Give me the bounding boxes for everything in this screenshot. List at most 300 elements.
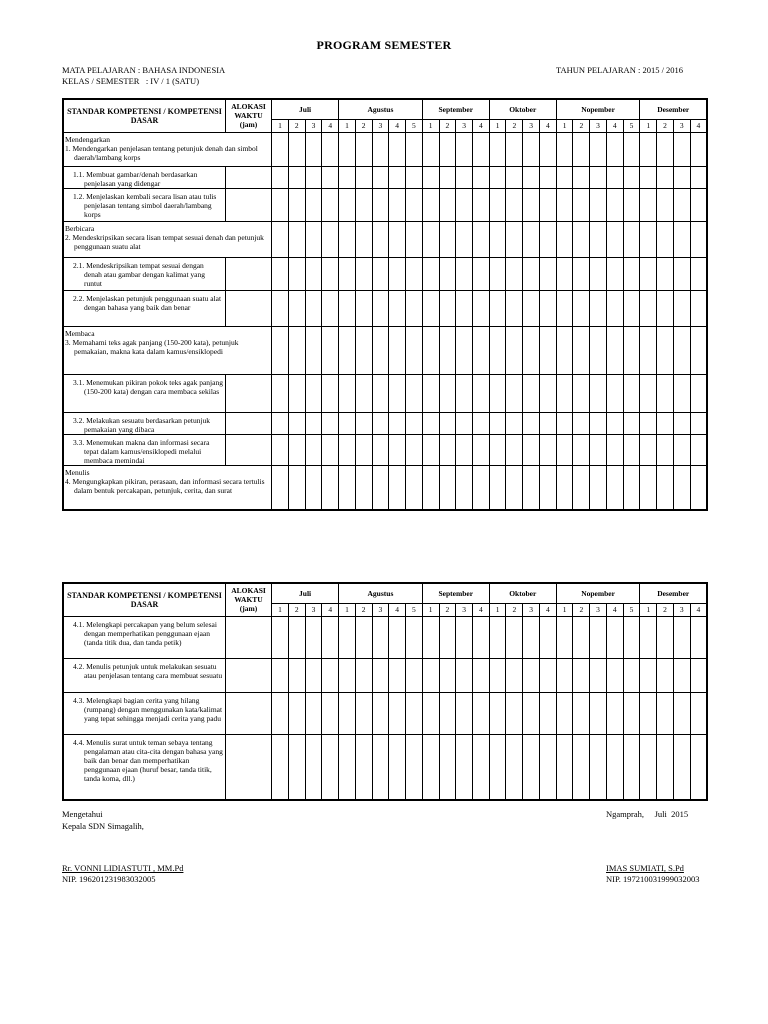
week-cell [355, 734, 372, 800]
week-cell [473, 465, 490, 510]
header-week: 5 [623, 603, 640, 616]
week-cell [305, 692, 322, 734]
table-row [63, 188, 707, 221]
week-cell [422, 166, 439, 188]
week-cell [673, 692, 690, 734]
week-cell [539, 465, 556, 510]
header-week: 4 [322, 603, 339, 616]
week-cell [473, 290, 490, 326]
week-cell [690, 290, 707, 326]
week-cell [640, 465, 657, 510]
program-semester-table-2 [62, 582, 708, 801]
header-week: 4 [389, 603, 406, 616]
week-cell [355, 221, 372, 257]
table-row [63, 692, 707, 734]
kompetensi-dasar-text: 3.2. Melakukan sesuatu berdasarkan petunjuk pemakaian yang dibaca [73, 415, 211, 434]
week-cell [623, 132, 640, 166]
week-cell [272, 132, 289, 166]
week-cell [623, 658, 640, 692]
alokasi-waktu-cell [225, 188, 271, 221]
week-cell [473, 132, 490, 166]
table-row [63, 374, 707, 412]
week-cell [389, 616, 406, 658]
week-cell [288, 374, 305, 412]
week-cell [556, 257, 573, 290]
week-cell [339, 616, 356, 658]
week-cell [606, 188, 623, 221]
week-cell [523, 290, 540, 326]
week-cell [673, 734, 690, 800]
week-cell [305, 166, 322, 188]
week-cell [690, 658, 707, 692]
week-cell [322, 616, 339, 658]
week-cell [439, 326, 456, 374]
table-row [63, 658, 707, 692]
kompetensi-dasar-cell [63, 374, 225, 412]
week-cell [673, 132, 690, 166]
week-cell [606, 374, 623, 412]
week-cell [590, 290, 607, 326]
week-cell [288, 290, 305, 326]
kepala-sekolah-name: Rr. VONNI LIDIASTUTI , MM.Pd [62, 863, 184, 873]
week-cell [288, 166, 305, 188]
alokasi-waktu-cell [225, 412, 271, 434]
week-cell [272, 412, 289, 434]
week-cell [523, 692, 540, 734]
week-cell [439, 132, 456, 166]
week-cell [640, 692, 657, 734]
week-cell [372, 221, 389, 257]
week-cell [573, 616, 590, 658]
week-cell [288, 412, 305, 434]
week-cell [539, 412, 556, 434]
week-cell [506, 326, 523, 374]
week-cell [456, 290, 473, 326]
week-cell [590, 374, 607, 412]
week-cell [489, 616, 506, 658]
week-cell [556, 326, 573, 374]
week-cell [657, 326, 674, 374]
week-cell [456, 616, 473, 658]
week-cell [406, 616, 423, 658]
week-cell [406, 221, 423, 257]
header-month: Desember [640, 583, 707, 603]
week-cell [640, 434, 657, 465]
alokasi-waktu-cell [225, 166, 271, 188]
week-cell [439, 166, 456, 188]
week-cell [439, 412, 456, 434]
week-cell [422, 221, 439, 257]
week-cell [606, 692, 623, 734]
week-cell [523, 257, 540, 290]
week-cell [657, 221, 674, 257]
week-cell [657, 616, 674, 658]
week-cell [305, 132, 322, 166]
week-cell [640, 734, 657, 800]
week-cell [288, 188, 305, 221]
week-cell [690, 132, 707, 166]
table-row [63, 290, 707, 326]
week-cell [422, 658, 439, 692]
week-cell [523, 658, 540, 692]
alokasi-waktu-cell [225, 434, 271, 465]
week-cell [690, 434, 707, 465]
header-week: 1 [556, 119, 573, 132]
week-cell [406, 412, 423, 434]
week-cell [590, 734, 607, 800]
header-week: 5 [406, 603, 423, 616]
header-week: 4 [606, 119, 623, 132]
alokasi-waktu-cell [225, 734, 271, 800]
week-cell [322, 326, 339, 374]
header-month: Nopember [556, 99, 640, 119]
week-cell [339, 734, 356, 800]
week-cell [539, 166, 556, 188]
week-cell [489, 132, 506, 166]
standar-kompetensi-cell [63, 221, 272, 257]
week-cell [422, 257, 439, 290]
week-cell [657, 734, 674, 800]
week-cell [506, 692, 523, 734]
week-cell [556, 166, 573, 188]
header-week: 1 [640, 603, 657, 616]
week-cell [439, 188, 456, 221]
week-cell [288, 658, 305, 692]
table-row [63, 257, 707, 290]
week-cell [456, 465, 473, 510]
week-cell [623, 374, 640, 412]
week-cell [690, 257, 707, 290]
week-cell [272, 465, 289, 510]
week-cell [456, 734, 473, 800]
guru-name: IMAS SUMIATI, S.Pd [606, 863, 684, 873]
week-cell [439, 465, 456, 510]
week-cell [506, 166, 523, 188]
kepala-sekolah-nip: NIP. 196201231983032005 [62, 874, 156, 884]
week-cell [422, 326, 439, 374]
week-cell [456, 188, 473, 221]
week-cell [657, 132, 674, 166]
week-cell [573, 692, 590, 734]
kompetensi-dasar-cell [63, 616, 225, 658]
week-cell [640, 166, 657, 188]
week-cell [673, 326, 690, 374]
header-week: 1 [422, 603, 439, 616]
week-cell [322, 434, 339, 465]
header-month: Agustus [339, 99, 423, 119]
standar-kompetensi-cell [63, 465, 272, 510]
week-cell [673, 434, 690, 465]
week-cell [288, 132, 305, 166]
week-cell [573, 166, 590, 188]
week-cell [456, 166, 473, 188]
week-cell [372, 132, 389, 166]
kompetensi-dasar-text: 2.2. Menjelaskan petunjuk penggunaan suatu alat dengan bahasa yang baik dan benar [73, 293, 222, 312]
week-cell [406, 692, 423, 734]
week-cell [288, 616, 305, 658]
week-cell [556, 434, 573, 465]
week-cell [272, 188, 289, 221]
header-month: Agustus [339, 583, 423, 603]
week-cell [556, 658, 573, 692]
header-week: 2 [439, 603, 456, 616]
week-cell [305, 374, 322, 412]
week-cell [690, 465, 707, 510]
kompetensi-dasar-cell [63, 188, 225, 221]
header-month: September [422, 99, 489, 119]
week-cell [322, 692, 339, 734]
week-cell [556, 692, 573, 734]
header-week: 2 [355, 603, 372, 616]
week-cell [539, 132, 556, 166]
header-week: 4 [389, 119, 406, 132]
header-week: 3 [523, 603, 540, 616]
week-cell [489, 434, 506, 465]
header-week: 2 [439, 119, 456, 132]
header-week: 1 [556, 603, 573, 616]
week-cell [372, 734, 389, 800]
week-cell [439, 692, 456, 734]
week-cell [372, 412, 389, 434]
week-cell [690, 412, 707, 434]
table-row [63, 616, 707, 658]
week-cell [372, 290, 389, 326]
week-cell [590, 465, 607, 510]
week-cell [539, 658, 556, 692]
page-title: PROGRAM SEMESTER [316, 38, 452, 52]
kompetensi-dasar-text: 1.2. Menjelaskan kembali secara lisan atau tulis penjelasan tentang simbol daerah/lambang korps [73, 191, 217, 219]
week-cell [439, 221, 456, 257]
kompetensi-dasar-cell [63, 734, 225, 800]
week-cell [439, 734, 456, 800]
week-cell [389, 374, 406, 412]
header-week: 2 [288, 119, 305, 132]
header-week: 3 [372, 603, 389, 616]
week-cell [506, 616, 523, 658]
aspect-name: Mendengarkan [65, 134, 110, 144]
week-cell [355, 412, 372, 434]
week-cell [322, 221, 339, 257]
week-cell [690, 734, 707, 800]
week-cell [606, 257, 623, 290]
week-cell [422, 616, 439, 658]
week-cell [640, 290, 657, 326]
week-cell [489, 326, 506, 374]
header-month: Juli [272, 99, 339, 119]
week-cell [506, 658, 523, 692]
week-cell [355, 326, 372, 374]
header-standar-kompetensi: STANDAR KOMPETENSI / KOMPETENSI DASAR [63, 583, 225, 616]
standar-kompetensi-text: 4. Mengungkapkan pikiran, perasaan, dan informasi secara tertulis dalam bentuk percakapan, petunjuk, cerita, dan surat [65, 476, 265, 495]
week-cell [439, 658, 456, 692]
header-week: 1 [272, 603, 289, 616]
week-cell [305, 188, 322, 221]
week-cell [339, 326, 356, 374]
week-cell [422, 290, 439, 326]
week-cell [556, 616, 573, 658]
header-alokasi-waktu: ALOKASI WAKTU (jam) [225, 99, 271, 132]
week-cell [523, 374, 540, 412]
week-cell [623, 290, 640, 326]
header-week: 1 [489, 119, 506, 132]
week-cell [657, 465, 674, 510]
week-cell [539, 616, 556, 658]
week-cell [673, 290, 690, 326]
header-week: 4 [322, 119, 339, 132]
week-cell [473, 658, 490, 692]
kompetensi-dasar-cell [63, 166, 225, 188]
header-month: Juli [272, 583, 339, 603]
week-cell [473, 188, 490, 221]
week-cell [556, 290, 573, 326]
week-cell [473, 166, 490, 188]
header-week: 3 [305, 603, 322, 616]
week-cell [439, 374, 456, 412]
week-cell [573, 374, 590, 412]
header-week: 4 [606, 603, 623, 616]
week-cell [389, 692, 406, 734]
week-cell [389, 257, 406, 290]
week-cell [590, 257, 607, 290]
week-cell [556, 734, 573, 800]
week-cell [673, 221, 690, 257]
week-cell [506, 434, 523, 465]
week-cell [539, 692, 556, 734]
week-cell [406, 290, 423, 326]
week-cell [339, 132, 356, 166]
week-cell [355, 257, 372, 290]
week-cell [539, 374, 556, 412]
week-cell [288, 692, 305, 734]
week-cell [606, 616, 623, 658]
week-cell [473, 692, 490, 734]
week-cell [372, 326, 389, 374]
week-cell [539, 434, 556, 465]
header-alokasi-waktu: ALOKASI WAKTU (jam) [225, 583, 271, 616]
week-cell [439, 616, 456, 658]
week-cell [640, 132, 657, 166]
week-cell [473, 221, 490, 257]
week-cell [523, 465, 540, 510]
header-week: 2 [506, 603, 523, 616]
kompetensi-dasar-cell [63, 290, 225, 326]
week-cell [305, 616, 322, 658]
kepala-sekolah-label: Kepala SDN Simagalih, [62, 821, 144, 831]
header-week: 1 [640, 119, 657, 132]
week-cell [355, 374, 372, 412]
week-cell [573, 188, 590, 221]
week-cell [657, 658, 674, 692]
week-cell [673, 374, 690, 412]
week-cell [489, 692, 506, 734]
header-week: 3 [590, 603, 607, 616]
week-cell [606, 221, 623, 257]
week-cell [406, 132, 423, 166]
week-cell [657, 412, 674, 434]
week-cell [690, 616, 707, 658]
week-cell [272, 434, 289, 465]
week-cell [339, 412, 356, 434]
week-cell [657, 166, 674, 188]
week-cell [422, 434, 439, 465]
week-cell [272, 374, 289, 412]
week-cell [288, 257, 305, 290]
week-cell [556, 132, 573, 166]
week-cell [673, 166, 690, 188]
table-row [63, 221, 707, 257]
week-cell [590, 132, 607, 166]
mata-pelajaran: MATA PELAJARAN : BAHASA INDONESIA [62, 65, 226, 75]
week-cell [389, 465, 406, 510]
week-cell [489, 465, 506, 510]
week-cell [272, 221, 289, 257]
table-row [63, 412, 707, 434]
week-cell [690, 221, 707, 257]
header-week: 3 [590, 119, 607, 132]
week-cell [657, 257, 674, 290]
alokasi-waktu-cell [225, 257, 271, 290]
week-cell [690, 166, 707, 188]
week-cell [305, 412, 322, 434]
week-cell [506, 221, 523, 257]
week-cell [523, 221, 540, 257]
week-cell [355, 290, 372, 326]
week-cell [606, 166, 623, 188]
week-cell [389, 132, 406, 166]
week-cell [422, 412, 439, 434]
week-cell [590, 434, 607, 465]
week-cell [372, 166, 389, 188]
week-cell [556, 188, 573, 221]
week-cell [657, 290, 674, 326]
header-week: 5 [406, 119, 423, 132]
week-cell [623, 257, 640, 290]
week-cell [406, 374, 423, 412]
kompetensi-dasar-text: 4.3. Melengkapi bagian cerita yang hilang (rumpang) dengan menggunakan kata/kalimat yang tepat sehingga menjadi cerita yang padu [73, 695, 223, 723]
week-cell [372, 616, 389, 658]
week-cell [590, 221, 607, 257]
week-cell [422, 188, 439, 221]
week-cell [673, 257, 690, 290]
week-cell [506, 257, 523, 290]
week-cell [473, 434, 490, 465]
header-week: 3 [673, 603, 690, 616]
header-week: 5 [623, 119, 640, 132]
header-week: 2 [573, 603, 590, 616]
week-cell [439, 290, 456, 326]
week-cell [690, 188, 707, 221]
kelas-semester: KELAS / SEMESTER : IV / 1 (SATU) [62, 76, 200, 86]
week-cell [473, 257, 490, 290]
week-cell [456, 658, 473, 692]
week-cell [573, 290, 590, 326]
week-cell [523, 132, 540, 166]
week-cell [473, 412, 490, 434]
kompetensi-dasar-cell [63, 412, 225, 434]
week-cell [456, 221, 473, 257]
week-cell [422, 374, 439, 412]
week-cell [272, 616, 289, 658]
week-cell [657, 434, 674, 465]
week-cell [590, 692, 607, 734]
week-cell [339, 166, 356, 188]
header-week: 4 [473, 119, 490, 132]
week-cell [288, 326, 305, 374]
week-cell [389, 658, 406, 692]
week-cell [573, 221, 590, 257]
header-month: Nopember [556, 583, 640, 603]
week-cell [623, 465, 640, 510]
